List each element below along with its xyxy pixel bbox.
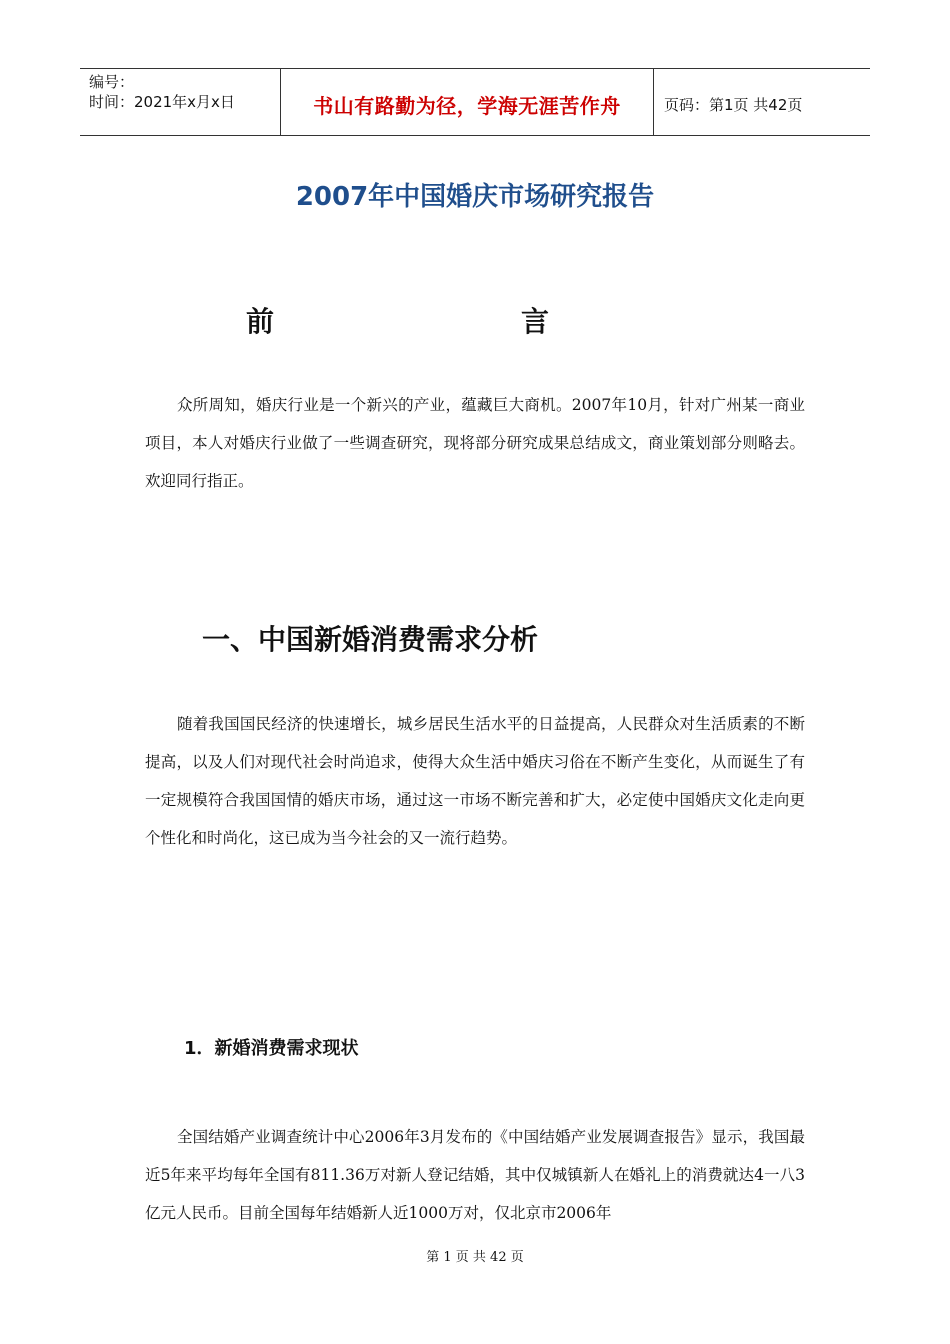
- header-page-label: 页码：第1页 共42页: [664, 95, 803, 114]
- subsection-paragraph: 全国结婚产业调查统计中心2006年3月发布的《中国结婚产业发展调查报告》显示，我国最近5年来平均每年全国有811.36万对新人登记结婚，其中仅城镇新人在婚礼上的消费就达4一八3亿元人民币。目前全国每年结婚新人近1000万对，仅北京市2006年: [145, 1128, 805, 1222]
- section-heading: 一、中国新婚消费需求分析: [202, 623, 539, 656]
- header-page-cell: [654, 69, 870, 135]
- header-table: [80, 68, 870, 136]
- document-number-label: 编号：: [89, 73, 135, 91]
- section-paragraph: 随着我国国民经济的快速增长，城乡居民生活水平的日益提高，人民群众对生活质素的不断提高，以及人们对现代社会时尚追求，使得大众生活中婚庆习俗在不断产生变化，从而诞生了有一定规模符合我国国情的婚庆市场，通过这一市场不断完善和扩大，必定使中国婚庆文化走向更个性化和时尚化，这已成为当今社会的又一流行趋势。: [145, 715, 805, 847]
- preface-paragraph: 众所周知，婚庆行业是一个新兴的产业，蕴藏巨大商机。2007年10月，针对广州某一商业项目，本人对婚庆行业做了一些调查研究，现将部分研究成果总结成文，商业策划部分则略去。欢迎同行指正。: [145, 396, 805, 490]
- header-motto-cell: [281, 69, 654, 135]
- subsection-heading: 1．新婚消费需求现状: [184, 1038, 359, 1059]
- page-footer: 第 1 页 共 42 页: [426, 1250, 524, 1265]
- header-motto: 书山有路勤为径，学海无涯苦作舟: [313, 93, 621, 118]
- header-meta-cell: [80, 69, 281, 135]
- document-time-label: 时间：2021年x月x日: [89, 93, 235, 111]
- preface-heading-char-1: 前: [246, 305, 275, 338]
- preface-heading-char-2: 言: [521, 305, 550, 338]
- document-title: 2007年中国婚庆市场研究报告: [295, 182, 655, 212]
